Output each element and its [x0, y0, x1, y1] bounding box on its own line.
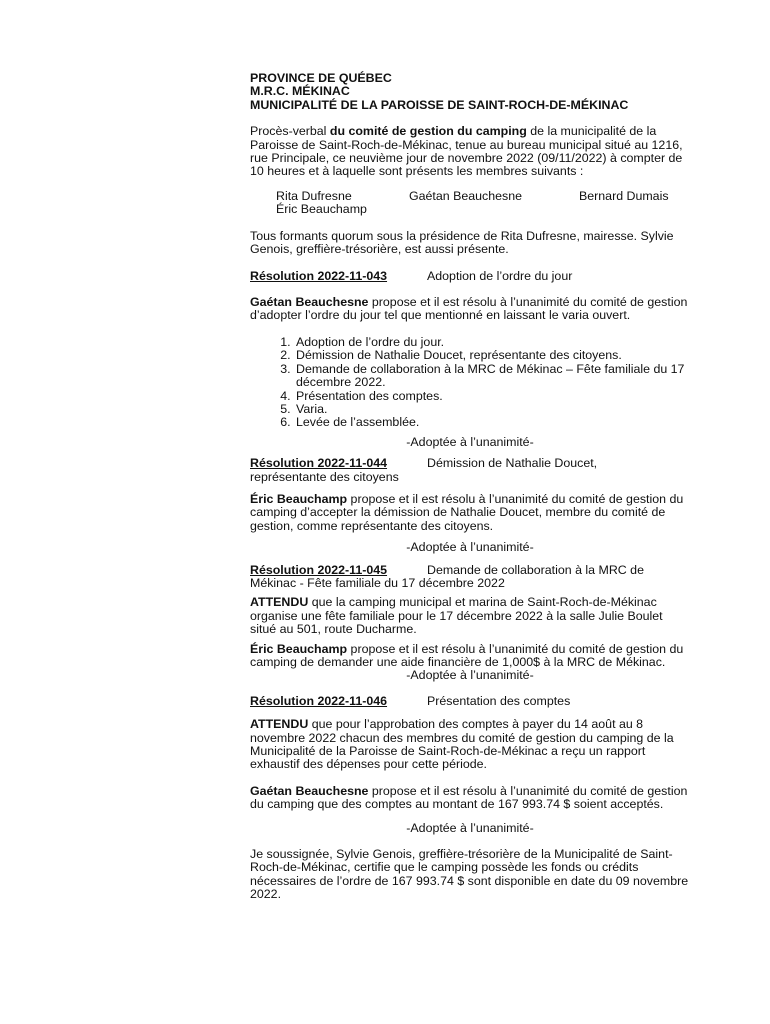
mover-name: Éric Beauchamp: [250, 641, 348, 656]
attendu-label: ATTENDU: [250, 595, 309, 610]
member-name: Gaétan Beauchesne: [409, 188, 522, 203]
agenda-item: 2. Démission de Nathalie Doucet, représentante des citoyens.: [294, 349, 690, 362]
resolution-text: propose et il est résolu à l’unanimité du comité de gestion du camping que des comptes au montant de 167 993.74 $ soient acceptés.: [250, 783, 688, 812]
attendu-text: que la camping municipal et marina de Saint-Roch-de-Mékinac organise une fête familiale pour le 17 décembre 2022 à la salle Julie Boulet situé au 501, route Ducharme.: [250, 595, 663, 637]
agenda-item: 6. Levée de l’assemblée.: [294, 416, 690, 429]
resolution-heading: [250, 270, 690, 283]
resolution-body: [250, 785, 690, 812]
adopted-note: -Adoptée à l’unanimité-: [406, 540, 534, 555]
agenda-item: 5. Varia.: [294, 403, 690, 416]
municipality-line: MUNICIPALITÉ DE LA PAROISSE DE SAINT-ROCH-DE-MÉKINAC: [250, 97, 629, 112]
mover-name: Éric Beauchamp: [250, 491, 348, 506]
intro-text-end: de la municipalité de la Paroisse de Saint-Roch-de-Mékinac, tenue au bureau municipal situé au 1216, rue Principale, ce neuvième jour de novembre 2022 (09/11/2022) à compter de 10 heures et à laquelle sont présents les membres suivants :: [250, 124, 683, 179]
agenda-item: 4. Présentation des comptes.: [294, 390, 690, 403]
mover-name: Gaétan Beauchesne: [250, 783, 369, 798]
resolution-number: Résolution 2022-11-043: [250, 268, 388, 283]
certification-paragraph: Je soussignée, Sylvie Genois, greffière-trésorière de la Municipalité de Saint-Roch-de-Mékinac, certifie que le camping possède les fonds ou crédits nécessaires de l’ordre de 167 993.74 $ sont disponible en date du 09 novembre 2022.: [250, 847, 689, 902]
resolution-title-continued: Mékinac - Fête familiale du 17 décembre 2022: [250, 575, 505, 590]
resolution-number: Résolution 2022-11-046: [250, 693, 388, 708]
resolution-number: Résolution 2022-11-045: [250, 562, 388, 577]
province-line: PROVINCE DE QUÉBEC: [250, 71, 392, 85]
agenda-list: [250, 336, 690, 430]
member-name: Rita Dufresne: [276, 188, 352, 203]
attendu-paragraph: [250, 718, 690, 772]
resolution-heading: [250, 457, 690, 470]
adopted-note: -Adoptée à l’unanimité-: [406, 668, 534, 683]
resolution-text: propose et il est résolu à l’unanimité du comité de gestion d’adopter l’ordre du jour tel que mentionné en laissant le varia ouvert.: [250, 295, 688, 323]
agenda-item: 3. Demande de collaboration à la MRC de Mékinac – Fête familiale du 17 décembre 2022.: [294, 363, 690, 390]
resolution-title: Adoption de l’ordre du jour: [427, 268, 573, 283]
resolution-title: Démission de Nathalie Doucet,: [427, 456, 598, 471]
resolution-heading: [250, 564, 690, 577]
resolution-body: [250, 643, 690, 670]
mover-name: Gaétan Beauchesne: [250, 295, 369, 310]
resolution-text: propose et il est résolu à l’unanimité du comité de gestion du camping de demander une aide financière de 1,000$ à la MRC de Mékinac.: [250, 641, 684, 669]
members-present: [250, 190, 690, 220]
member-name: Éric Beauchamp: [276, 201, 367, 216]
resolution-body: [250, 493, 690, 533]
resolution-number: Résolution 2022-11-044: [250, 456, 388, 471]
quorum-paragraph: Tous formants quorum sous la présidence de Rita Dufresne, mairesse. Sylvie Genois, greffière-trésorière, est aussi présente.: [250, 228, 674, 257]
adopted-note: -Adoptée à l’unanimité-: [406, 434, 534, 449]
intro-paragraph: [250, 125, 690, 179]
resolution-title-continued: représentante des citoyens: [250, 469, 399, 484]
resolution-body: [250, 296, 690, 323]
attendu-paragraph: [250, 596, 690, 636]
resolution-text: propose et il est résolu à l’unanimité du comité de gestion du camping d’accepter la démission de Nathalie Doucet, membre du comité de gestion, comme représentante des citoyens.: [250, 491, 684, 533]
resolution-heading: [250, 695, 690, 708]
adopted-note: -Adoptée à l’unanimité-: [406, 820, 534, 835]
committee-name: du comité de gestion du camping: [329, 124, 527, 139]
agenda-item: 1. Adoption de l’ordre du jour.: [294, 336, 690, 349]
resolution-title: Demande de collaboration à la MRC de: [427, 562, 644, 577]
minutes-content: [250, 72, 690, 902]
document-header: [250, 72, 690, 112]
attendu-text: que pour l’approbation des comptes à payer du 14 août au 8 novembre 2022 chacun des membres du comité de gestion du camping de la Municipalité de la Paroisse de Saint-Roch-de-Mékinac a reçu un rapport exhaustif des dépenses pour cette période.: [250, 717, 674, 772]
member-name: Bernard Dumais: [579, 188, 669, 203]
resolution-title: Présentation des comptes: [427, 693, 571, 708]
intro-text-start: Procès-verbal: [250, 124, 330, 139]
attendu-label: ATTENDU: [250, 717, 309, 732]
mrc-line: M.R.C. MÉKINAC: [250, 84, 350, 99]
